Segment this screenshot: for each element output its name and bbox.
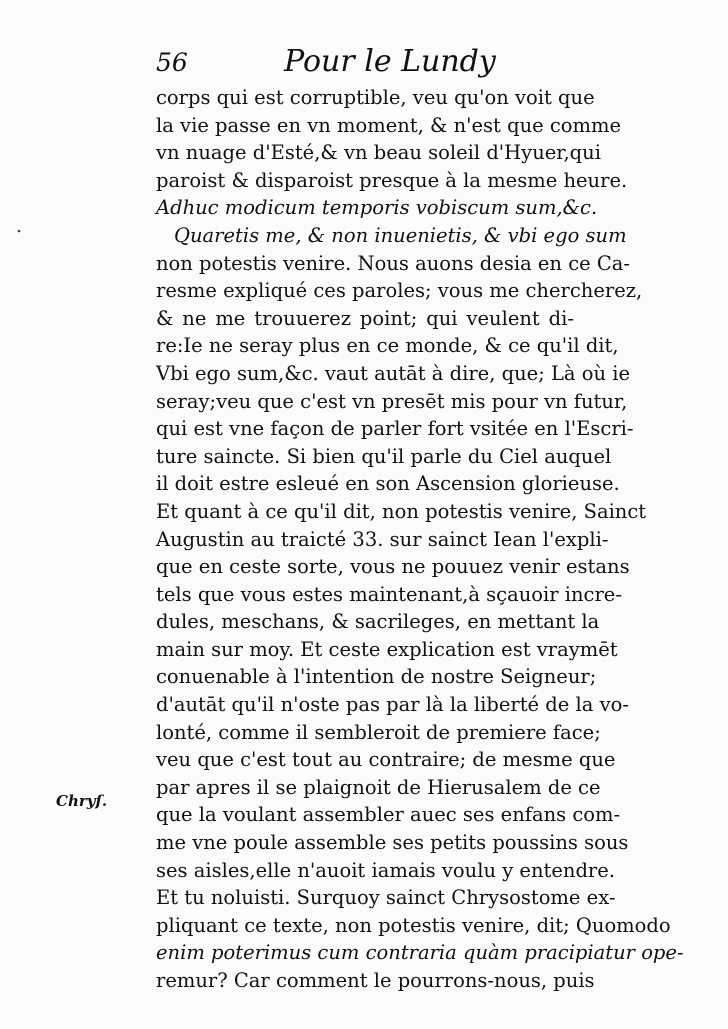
text-line: seray;veu que c'est vn presēt mis pour vn futur, — [156, 389, 628, 413]
text-line: qui est vne façon de parler fort vsitée en l'Escri- — [156, 417, 634, 441]
text-line: Augustin au traicté 33. sur sainct Iean l'expli- — [156, 527, 609, 551]
text-line: vn nuage d'Esté,& vn beau soleil d'Hyuer,qui — [156, 141, 601, 165]
text-line: que la voulant assembler auec ses enfans com- — [156, 803, 621, 827]
paper-speck — [16, 228, 22, 234]
text-line: Et tu noluisti. Surquoy sainct Chrysostome ex- — [156, 886, 616, 910]
text-line: resme expliqué ces paroles; vous me chercherez, — [156, 279, 643, 303]
text-line: pliquant ce texte, non potestis venire, dit; Quomodo — [156, 913, 671, 937]
running-title: Pour le Lundy — [284, 44, 496, 79]
text-line: veu que c'est tout au contraire; de mesme que — [156, 748, 616, 772]
text-line: conuenable à l'intention de nostre Seigneur; — [156, 665, 597, 689]
text-line-latin: Adhuc modicum temporis vobiscum sum,&c. — [156, 196, 598, 220]
text-line: que en ceste sorte, vous ne pouuez venir estans — [156, 555, 630, 579]
text-line: paroist & disparoist presque à la mesme heure. — [156, 168, 628, 192]
text-line: non potestis venire. Nous auons desia en ce Ca- — [156, 251, 630, 275]
text-line: remur? Car comment le pourrons-nous, puis — [156, 969, 595, 992]
text-line: tels que vous estes maintenant,à sçauoir incre- — [156, 582, 622, 606]
text-line: ture saincte. Si bien qu'il parle du Ciel auquel — [156, 444, 612, 468]
body-text — [156, 84, 684, 995]
text-line-latin: enim poterimus cum contraria quàm pracipiatur ope- — [156, 941, 684, 965]
text-line: Et quant à ce qu'il dit, non potestis venire, Sainct — [156, 499, 647, 523]
text-line: re:Ie ne seray plus en ce monde, & ce qu'il dit, — [156, 334, 619, 358]
marginal-note: Chryſ. — [56, 792, 108, 810]
text-line: corps qui est corruptible, veu qu'on voit que — [156, 86, 595, 109]
text-line: lonté, comme il sembleroit de premiere face; — [156, 720, 601, 744]
text-line: la vie passe en vn moment, & n'est que comme — [156, 113, 622, 137]
text-line: d'autāt qu'il n'oste pas par là la liberté de la vo- — [156, 693, 629, 717]
text-line: Vbi ego sum,&c. vaut autāt à dire, que; Là où ie — [156, 361, 631, 385]
text-line: par apres il se plaignoit de Hierusalem de ce — [156, 775, 601, 799]
text-line: main sur moy. Et ceste explication est vraymēt — [156, 637, 618, 661]
text-line-latin: Quaretis me, & non inuenietis, & vbi ego sum — [174, 223, 627, 247]
text-line: me vne poule assemble ses petits poussins sous — [156, 831, 629, 855]
text-line: ses aisles,elle n'auoit iamais voulu y entendre. — [156, 858, 615, 882]
text-line: dules, meschans, & sacrileges, en mettant la — [156, 610, 600, 634]
page-number: 56 — [156, 48, 188, 77]
page-header — [156, 38, 576, 84]
text-line: & ne me trouuerez point; qui veulent di- — [156, 306, 574, 330]
text-line: il doit estre esleué en son Ascension glorieuse. — [156, 472, 620, 496]
